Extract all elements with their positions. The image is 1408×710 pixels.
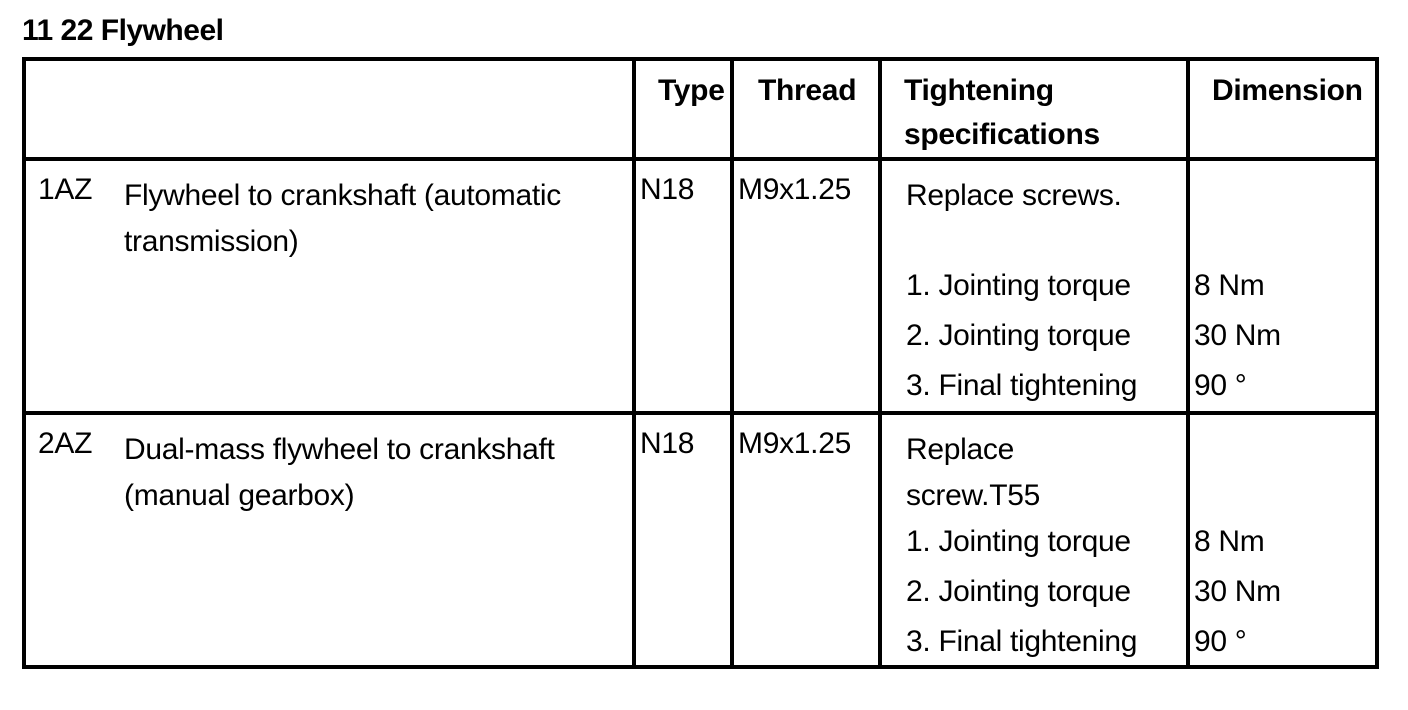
table-row	[24, 159, 1377, 413]
torque-spec-table	[22, 57, 1379, 669]
page-title: 11 22 Flywheel	[22, 14, 224, 47]
dimension-cell	[1188, 413, 1377, 667]
row-type: N18	[640, 427, 695, 460]
thread-cell	[732, 413, 880, 667]
dimension-value: 8 Nm	[1194, 525, 1265, 558]
component-cell	[24, 413, 634, 667]
row-code: 2AZ	[38, 427, 93, 460]
dimension-value: 8 Nm	[1194, 269, 1265, 302]
thread-cell	[732, 159, 880, 413]
spec-note: Replace screw.T55	[906, 433, 1041, 512]
spec-step: 3. Final tightening	[906, 625, 1138, 658]
component-cell	[24, 159, 634, 413]
table-row	[24, 413, 1377, 667]
dimension-value: 30 Nm	[1194, 575, 1281, 608]
spec-step: 2. Jointing torque	[906, 575, 1131, 608]
row-thread: M9x1.25	[738, 173, 851, 206]
header-empty-cell	[24, 59, 634, 159]
dimension-value: 90 °	[1194, 625, 1247, 658]
row-description: Flywheel to crankshaft (automatic transmission)	[124, 179, 561, 258]
row-type: N18	[640, 173, 695, 206]
tightening-cell	[880, 413, 1188, 667]
header-dimension: Dimension	[1188, 59, 1377, 159]
row-code: 1AZ	[38, 173, 93, 206]
dimension-value: 30 Nm	[1194, 319, 1281, 352]
header-type: Type	[634, 59, 732, 159]
spec-step: 1. Jointing torque	[906, 525, 1131, 558]
spec-note: Replace screws.	[906, 179, 1122, 212]
header-tightening-specifications: Tightening specifications	[880, 59, 1188, 159]
dimension-value: 90 °	[1194, 369, 1247, 402]
row-description: Dual-mass flywheel to crankshaft (manual gearbox)	[124, 433, 555, 512]
tightening-cell	[880, 159, 1188, 413]
type-cell	[634, 413, 732, 667]
spec-step: 3. Final tightening	[906, 369, 1138, 402]
type-cell	[634, 159, 732, 413]
dimension-cell	[1188, 159, 1377, 413]
spec-step: 1. Jointing torque	[906, 269, 1131, 302]
spec-step: 2. Jointing torque	[906, 319, 1131, 352]
table-header-row	[24, 59, 1377, 159]
row-thread: M9x1.25	[738, 427, 851, 460]
header-thread: Thread	[732, 59, 880, 159]
